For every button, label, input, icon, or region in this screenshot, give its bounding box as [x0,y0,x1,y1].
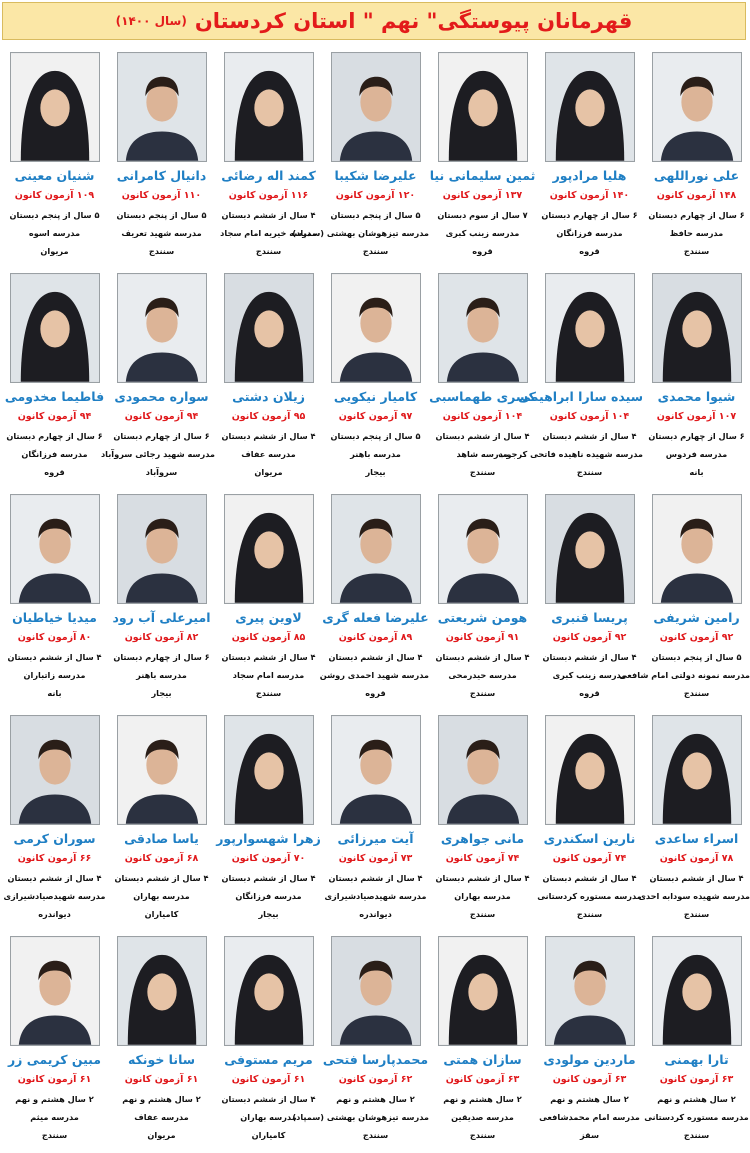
test-count: ۶۳ آزمون کانون [445,1074,520,1085]
student-name: یاسا صادقی [124,831,199,846]
city-name: قروه [579,246,600,256]
study-years: ۶ سال از چهارم دبستان [541,210,638,220]
student-photo [10,273,100,383]
student-card [1,711,108,932]
student-card [429,490,536,711]
student-photo [545,715,635,825]
test-count: ۷۸ آزمون کانون [659,853,734,864]
student-photo [438,936,528,1046]
school-name: مدرسه باهنر [136,670,187,680]
city-name: بانه [47,688,62,698]
student-photo [331,494,421,604]
school-name: مدرسه باهنر [350,449,401,459]
student-card [429,48,536,269]
student-name: هلیا مرادپور [552,168,627,183]
student-photo [331,52,421,162]
study-years: ۵ سال از پنجم دبستان [330,210,421,220]
city-name: سنندج [576,909,603,919]
student-name: ماردین مولودی [543,1052,636,1067]
student-photo [117,715,207,825]
study-years: ۶ سال از چهارم دبستان [6,431,103,441]
student-photo [10,52,100,162]
test-count: ۸۹ آزمون کانون [338,632,413,643]
student-name: هومن شریعتی [437,610,528,625]
student-card [643,48,750,269]
test-count: ۷۴ آزمون کانون [445,853,520,864]
test-count: ۱۰۷ آزمون کانون [656,411,737,422]
student-photo [224,494,314,604]
school-name: مدرسه شهید تعریف [121,228,202,238]
study-years: ۲ سال هشتم و نهم [122,1094,201,1104]
study-years: ۴ سال از ششم دبستان [328,873,423,883]
study-years: ۷ سال از سوم دبستان [437,210,528,220]
student-card [322,269,429,490]
student-photo [545,273,635,383]
student-photo [117,52,207,162]
student-name: مانی جواهری [440,831,525,846]
school-name: مدرسه اسوه [28,228,81,238]
school-name: مدرسه شاهد [456,449,509,459]
city-name: بانه [689,467,704,477]
school-name: مدرسه شهید رجائی سروآباد [100,449,215,459]
test-count: ۹۱ آزمون کانون [445,632,520,643]
student-name: سیده سارا ابراهیمی [518,389,643,404]
student-card [100,269,215,490]
school-name: مدرسه فرزانگان [21,449,88,459]
city-name: مریوان [254,467,283,477]
test-count: ۶۲ آزمون کانون [338,1074,413,1085]
test-count: ۹۵ آزمون کانون [231,411,306,422]
student-name: سانا خونکه [127,1052,196,1067]
city-name: بیجار [258,909,279,919]
city-name: مریوان [40,246,69,256]
city-name: سقز [579,1130,600,1140]
student-card [498,269,643,490]
student-name: رامین شریفی [653,610,740,625]
student-photo [224,936,314,1046]
student-card [292,932,429,1153]
student-card [322,711,429,932]
student-card [619,490,750,711]
student-photo [117,936,207,1046]
test-count: ۹۷ آزمون کانون [338,411,413,422]
study-years: ۴ سال از ششم دبستان [542,652,637,662]
student-photo [545,936,635,1046]
school-name: مدرسه امام محمدشافعی [539,1112,640,1122]
city-name: قروه [579,688,600,698]
school-name: مدرسه تیزهوشان بهشتی (سمپاد) [292,228,429,238]
test-count: ۶۳ آزمون کانون [659,1074,734,1085]
study-years: ۵ سال از پنجم دبستان [116,210,207,220]
study-years: ۴ سال از ششم دبستان [7,652,102,662]
school-name: مدرسه عفاف [134,1112,189,1122]
study-years: ۲ سال هشتم و نهم [15,1094,94,1104]
study-years: ۴ سال از ششم دبستان [221,1094,316,1104]
school-name: مدرسه تیزهوشان بهشتی (سمپاد) [292,1112,429,1122]
student-name: کسری طهماسبی [429,389,536,404]
city-name: کامیاران [251,1130,286,1140]
student-name: سازان همتی [443,1052,522,1067]
student-name: لاوین پیری [235,610,302,625]
test-count: ۱۳۷ آزمون کانون [442,190,523,201]
student-name: شنیان معینی [14,168,95,183]
study-years: ۴ سال از ششم دبستان [542,431,637,441]
student-card [215,269,322,490]
student-name: علیرضا فعله گری [322,610,429,625]
study-years: ۴ سال از ششم دبستان [542,873,637,883]
student-name: نارین اسکندری [543,831,636,846]
student-card [108,48,215,269]
school-name: مدرسه امام سجاد [232,670,305,680]
student-card [1,490,108,711]
test-count: ۶۳ آزمون کانون [552,1074,627,1085]
student-card [429,711,536,932]
school-name: مدرسه بهاران [240,1112,297,1122]
school-name: مدرسه بهاران [454,891,511,901]
student-name: شیوا محمدی [657,389,736,404]
student-card [215,490,322,711]
student-card [1,932,108,1153]
student-photo [10,715,100,825]
student-card [1,48,108,269]
student-photo [652,715,742,825]
city-name: سنندج [469,688,496,698]
student-photo [652,936,742,1046]
poster-title: قهرمانان پیوستگی" نهم " استان کردستان [194,9,633,33]
student-name: پریسا قنبری [551,610,628,625]
test-count: ۶۸ آزمون کانون [124,853,199,864]
student-photo [545,52,635,162]
school-name: مدرسه عفاف [241,449,296,459]
student-photo [10,494,100,604]
city-name: بیجار [365,467,386,477]
student-card [1,269,108,490]
test-count: ۸۵ آزمون کانون [231,632,306,643]
school-name: مدرسه حیدرمحی [448,670,517,680]
school-name: مدرسه شهیدصیادشیرازی [324,891,427,901]
city-name: سنندج [255,246,282,256]
student-photo [224,52,314,162]
study-years: ۴ سال از ششم دبستان [221,652,316,662]
test-count: ۶۶ آزمون کانون [17,853,92,864]
study-years: ۴ سال از ششم دبستان [328,652,423,662]
school-name: مدرسه زینب کبری [552,670,627,680]
student-name: آیت میرزائی [337,831,414,846]
student-card [215,932,322,1153]
student-photo [331,273,421,383]
student-card [319,490,429,711]
poster-year: (سال ۱۴۰۰) [115,14,187,28]
school-name: مدرسه زاتباران [23,670,86,680]
city-name: قروه [365,688,386,698]
student-name: تارا بهمنی [664,1052,729,1067]
student-photo [331,715,421,825]
school-name: مدرسه صدیقین [451,1112,514,1122]
test-count: ۸۲ آزمون کانون [124,632,199,643]
study-years: ۴ سال از ششم دبستان [7,873,102,883]
student-card [292,48,429,269]
school-name: مدرسه شهیده ناهیده فاتحی کرجوب [498,449,643,459]
study-years: ۲ سال هشتم و نهم [336,1094,415,1104]
study-years: ۲ سال هشتم و نهم [550,1094,629,1104]
test-count: ۱۴۸ آزمون کانون [656,190,737,201]
student-name: مبین کریمی زر [7,1052,102,1067]
school-name: مدرسه فرزانگان [235,891,302,901]
test-count: ۱۰۴ آزمون کانون [549,411,630,422]
test-count: ۱۴۰ آزمون کانون [549,190,630,201]
city-name: سنندج [576,467,603,477]
study-years: ۴ سال از ششم دبستان [649,873,744,883]
city-name: بیجار [151,688,172,698]
school-name: مدرسه فردوس [665,449,728,459]
student-name: دانیال کامرانی [116,168,207,183]
school-name: مدرسه شهید احمدی روشن [319,670,429,680]
test-count: ۹۴ آزمون کانون [17,411,92,422]
title-banner [2,2,746,40]
student-name: ثمین سلیمانی نیا [429,168,536,183]
student-card [429,269,536,490]
study-years: ۶ سال از چهارم دبستان [648,431,745,441]
city-name: کامیاران [144,909,179,919]
student-name: اسراء ساعدی [654,831,739,846]
student-name: کامیار نیکویی [333,389,418,404]
study-years: ۵ سال از پنجم دبستان [9,210,100,220]
city-name: دیواندره [359,909,392,919]
student-name: مریم مستوفی [224,1052,313,1067]
student-card [643,269,750,490]
city-name: سروآباد [145,467,178,477]
test-count: ۹۴ آزمون کانون [124,411,199,422]
student-card [536,932,643,1153]
city-name: دیواندره [38,909,71,919]
student-name: فاطیما مخدومی [4,389,105,404]
study-years: ۴ سال از ششم دبستان [221,431,316,441]
student-photo [117,273,207,383]
school-name: مدرسه خیریه امام سجاد [220,228,317,238]
student-name: محمدپارسا فتحی [322,1052,429,1067]
test-count: ۱۰۴ آزمون کانون [442,411,523,422]
school-name: مدرسه بهاران [133,891,190,901]
city-name: سنندج [148,246,175,256]
school-name: مدرسه نمونه دولتی امام شافعی [619,670,750,680]
student-photo [438,715,528,825]
student-card [108,711,215,932]
student-photo [438,494,528,604]
school-name: مدرسه حافظ [669,228,724,238]
city-name: سنندج [469,909,496,919]
study-years: ۲ سال هشتم و نهم [657,1094,736,1104]
school-name: مدرسه مستوره کردستانی [644,1112,749,1122]
city-name: سنندج [362,1130,389,1140]
student-name: امیرعلی آب رود [112,610,211,625]
student-photo [652,273,742,383]
school-name: مدرسه شهیدصیادشیرازی [3,891,106,901]
study-years: ۴ سال از ششم دبستان [435,431,530,441]
student-name: میدیا خیاطیان [12,610,97,625]
city-name: مریوان [147,1130,176,1140]
student-card [215,48,322,269]
study-years: ۴ سال از ششم دبستان [435,873,530,883]
study-years: ۴ سال از ششم دبستان [221,210,316,220]
test-count: ۱۰۹ آزمون کانون [14,190,95,201]
study-years: ۶ سال از چهارم دبستان [113,652,210,662]
student-name: زیلان دشتی [232,389,305,404]
student-photo [438,52,528,162]
student-card [536,490,643,711]
school-name: مدرسه زینب کبری [445,228,520,238]
test-count: ۱۱۶ آزمون کانون [228,190,309,201]
city-name: سنندج [41,1130,68,1140]
school-name: مدرسه میثم [30,1112,79,1122]
student-name: سوران کرمی [13,831,96,846]
test-count: ۱۱۰ آزمون کانون [121,190,202,201]
students-grid [0,48,750,1153]
test-count: ۷۰ آزمون کانون [231,853,306,864]
student-photo [652,52,742,162]
student-name: علی نوراللهی [653,168,740,183]
study-years: ۶ سال از چهارم دبستان [648,210,745,220]
test-count: ۶۱ آزمون کانون [17,1074,92,1085]
test-count: ۹۲ آزمون کانون [659,632,734,643]
city-name: سنندج [683,246,710,256]
student-name: علیرضا شکیبا [334,168,417,183]
test-count: ۶۱ آزمون کانون [231,1074,306,1085]
student-photo [10,936,100,1046]
city-name: سنندج [255,688,282,698]
student-card [108,932,215,1153]
study-years: ۵ سال از پنجم دبستان [651,652,742,662]
student-name: کمند اله رضائی [221,168,316,183]
student-card [643,932,750,1153]
study-years: ۵ سال از پنجم دبستان [330,431,421,441]
study-years: ۲ سال هشتم و نهم [443,1094,522,1104]
student-name: سواره محمودی [114,389,209,404]
city-name: قروه [472,246,493,256]
student-card [108,490,215,711]
student-photo [224,715,314,825]
student-photo [652,494,742,604]
student-card [429,932,536,1153]
study-years: ۴ سال از ششم دبستان [221,873,316,883]
test-count: ۹۲ آزمون کانون [552,632,627,643]
student-photo [224,273,314,383]
city-name: سنندج [362,246,389,256]
city-name: سنندج [683,688,710,698]
study-years: ۴ سال از ششم دبستان [114,873,209,883]
study-years: ۴ سال از ششم دبستان [435,652,530,662]
test-count: ۷۳ آزمون کانون [338,853,413,864]
study-years: ۶ سال از چهارم دبستان [113,431,210,441]
student-card [638,711,750,932]
school-name: مدرسه مستوره کردستانی [537,891,642,901]
city-name: سنندج [683,1130,710,1140]
test-count: ۷۴ آزمون کانون [552,853,627,864]
student-card [215,711,322,932]
school-name: مدرسه شهیده سودابه احدی [638,891,750,901]
student-card [536,48,643,269]
city-name: قروه [44,467,65,477]
test-count: ۸۰ آزمون کانون [17,632,92,643]
test-count: ۶۱ آزمون کانون [124,1074,199,1085]
city-name: سنندج [469,467,496,477]
student-photo [545,494,635,604]
test-count: ۱۲۰ آزمون کانون [335,190,416,201]
student-photo [117,494,207,604]
student-card [536,711,643,932]
city-name: سنندج [469,1130,496,1140]
student-photo [438,273,528,383]
school-name: مدرسه فرزانگان [556,228,623,238]
city-name: سنندج [683,909,710,919]
student-name: زهرا شهسوارپور [216,831,321,846]
student-photo [331,936,421,1046]
